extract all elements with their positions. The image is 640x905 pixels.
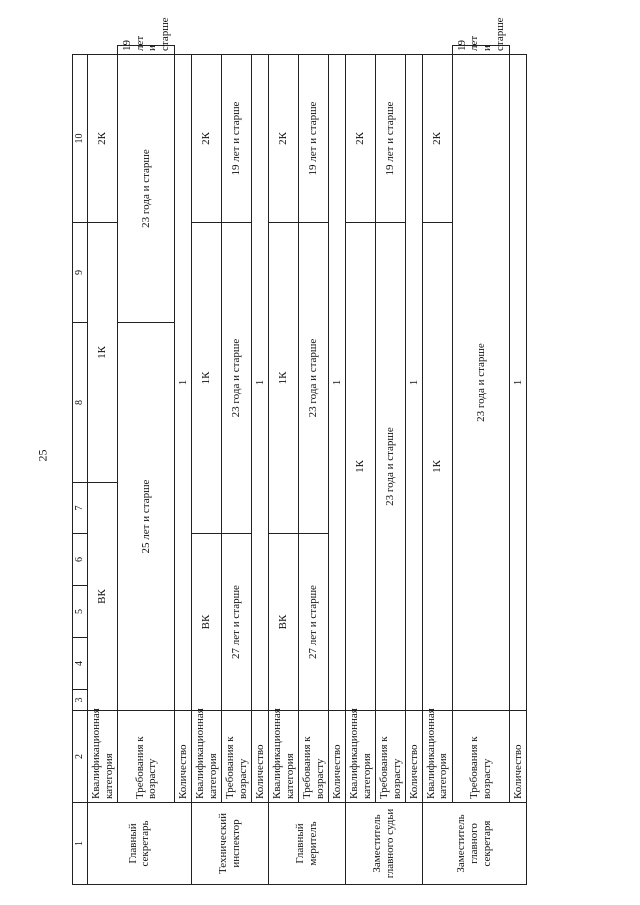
table-row [376,46,406,885]
row-label-age: Требования к возрасту [222,711,252,803]
qualification-cell: 2К [422,55,452,223]
count-cell: 1 [252,55,269,711]
qualification-cell: 1К [88,223,118,483]
table-row [406,46,423,885]
age-cell: 23 года и старше [299,223,329,534]
column-number: 9 [73,223,88,323]
column-number: 8 [73,323,88,483]
row-label-qualification: Квалификационная категория [268,711,298,803]
qualification-cell: 2К [268,55,298,223]
table-row [329,46,346,885]
age-cell: 27 лет и старше [299,534,329,711]
qualification-cell: 2К [345,55,375,223]
table-row [268,46,298,885]
qualification-cell: 1К [422,223,452,711]
row-label-age: Требования к возрасту [118,711,175,803]
qualification-cell: 2К [88,55,118,223]
position-name: Заместитель главного секретаря [422,803,526,885]
age-cell: 27 лет и старше [222,534,252,711]
table-row [422,46,452,885]
row-label-count: Количество [252,711,269,803]
age-cell: 23 года и старше [118,55,175,323]
rotated-table-wrapper [72,17,527,885]
column-number: 7 [73,483,88,534]
table-row [222,46,252,885]
qualification-cell: 1К [268,223,298,534]
table-row [175,46,192,885]
table-row [453,46,510,885]
count-cell: 1 [329,55,346,711]
row-label-count: Количество [175,711,192,803]
qualification-cell: 1К [191,223,221,534]
table-row [118,46,175,885]
table-row [299,46,329,885]
column-number-row [73,46,88,885]
row-label-count: Количество [329,711,346,803]
column-number: 4 [73,638,88,690]
column-number: 2 [73,711,88,803]
table-row [510,46,527,885]
column-number: 3 [73,690,88,711]
age-cell: 23 года и старше [222,223,252,534]
age-cell: 19 лет и старше [118,46,175,55]
position-name: Заместитель главного судьи [345,803,422,885]
qualification-cell: ВК [191,534,221,711]
table-row [88,46,118,885]
row-label-count: Количество [406,711,423,803]
column-number: 1 [73,803,88,885]
row-label-age: Требования к возрасту [453,711,510,803]
position-name: Главный мерителъ [268,803,345,885]
count-cell: 1 [175,55,192,711]
column-number: 6 [73,534,88,586]
age-cell: 19 лет и старше [453,46,510,55]
row-label-qualification: Квалификационная категория [88,711,118,803]
position-name: Технический инспектор [191,803,268,885]
row-label-count: Количество [510,711,527,803]
age-cell: 23 года и старше [453,55,510,711]
qualification-cell: ВК [268,534,298,711]
row-label-age: Требования к возрасту [376,711,406,803]
referee-requirements-table [72,17,527,885]
row-label-qualification: Квалификационная категория [422,711,452,803]
age-cell: 19 лет и старше [299,55,329,223]
row-label-qualification: Квалификационная категория [345,711,375,803]
count-cell: 1 [510,55,527,711]
age-cell: 23 года и старше [376,223,406,711]
position-name: Главный секретарь [88,803,192,885]
column-number: 10 [73,55,88,223]
row-label-age: Требования к возрасту [299,711,329,803]
column-number: 5 [73,586,88,638]
age-cell: 25 лет и старше [118,323,175,711]
table-row [345,46,375,885]
table-row [191,46,221,885]
table-row [252,46,269,885]
age-cell: 19 лет и старше [376,55,406,223]
page-number: 25 [35,449,50,461]
count-cell: 1 [406,55,423,711]
qualification-cell: 1К [345,223,375,711]
age-cell: 19 лет и старше [222,55,252,223]
row-label-qualification: Квалификационная категория [191,711,221,803]
qualification-cell: 2К [191,55,221,223]
qualification-cell: ВК [88,483,118,711]
